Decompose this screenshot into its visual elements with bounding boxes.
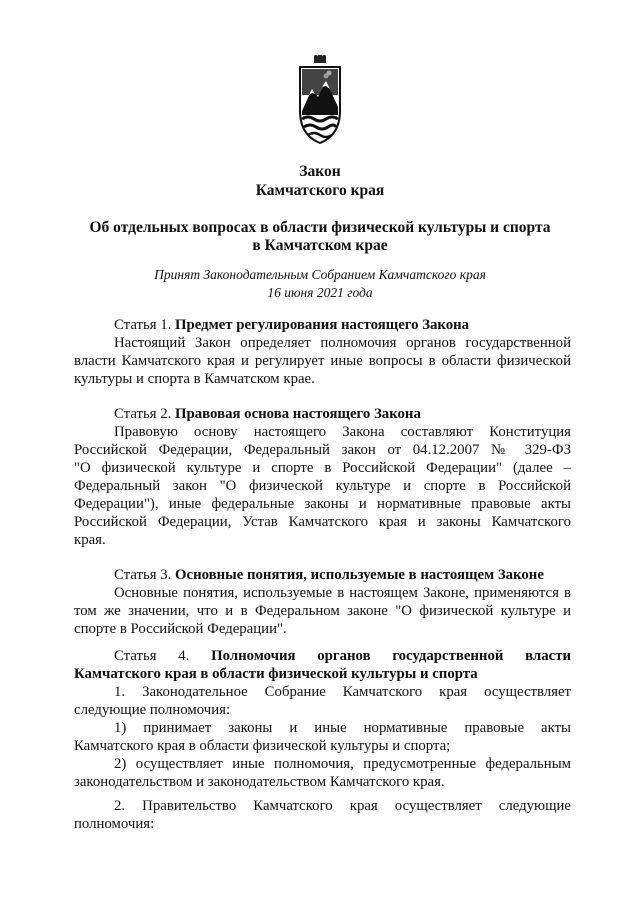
article-1-line: Настоящий Закон определяет полномочия органов государственной (114, 335, 571, 351)
article-1-title: Предмет регулирования настоящего Закона (175, 317, 470, 333)
article-2-line: края. (74, 532, 106, 548)
article-4-line: следующие полномочия: (74, 702, 231, 718)
article-4-line: 2) осуществляет иные полномочия, предусмотренные федеральным (114, 756, 571, 772)
law-subject-line-1: Об отдельных вопросах в области физической культуры и спорта (89, 219, 551, 236)
article-4-line: законодательством и законодательством Камчатского края. (74, 774, 445, 790)
article-3-line: спорте в Российской Федерации". (74, 621, 287, 637)
law-title: Закон (299, 163, 341, 180)
article-2-line: "О физической культуре и спорте в Российской Федерации" (далее – (74, 460, 571, 476)
article-4-title-word: государственной (392, 648, 504, 664)
article-4-line: полномочия: (74, 816, 155, 832)
article-1-line: власти Камчатского края и регулирует иные вопросы в области физической (74, 353, 571, 369)
article-4-title-word: власти (525, 648, 571, 664)
article-4-title-line-2: Камчатского края в области физической культуры и спорта (74, 666, 478, 682)
law-region: Камчатского края (255, 182, 385, 199)
article-4-line: Камчатского края в области физической культуры и спорта; (74, 738, 451, 754)
article-4-line: 1. Законодательное Собрание Камчатского края осуществляет (114, 684, 571, 700)
article-4-line: 2. Правительство Камчатского края осуществляет следующие (114, 798, 571, 814)
article-2-line: Правовую основу настоящего Закона составляют Конституция (114, 424, 571, 440)
article-2-line: Российской Федерации, Устав Камчатского края и законы Камчатского (74, 514, 571, 530)
article-3-line: Основные понятия, используемые в настоящем Законе, применяются в (114, 585, 571, 601)
article-3-heading (114, 566, 611, 584)
article-2-title: Правовая основа настоящего Закона (175, 406, 421, 422)
kamchatka-coat-of-arms-icon (296, 55, 344, 145)
article-4-label-num: 4. (178, 648, 190, 664)
adopted-by: Принят Законодательным Собранием Камчатского края (154, 267, 486, 282)
article-2-label: Статья 2. (114, 406, 176, 422)
article-1-label: Статья 1. (114, 317, 176, 333)
article-1-heading (114, 316, 611, 334)
adopted-date: 16 июня 2021 года (267, 285, 373, 300)
article-1-line: культуры и спорта в Камчатском крае. (74, 371, 315, 387)
article-4-title-word: органов (317, 648, 371, 664)
article-3-label: Статья 3. (114, 567, 176, 583)
article-3-line: том же значении, что и в Федеральном законе "О физической культуре и (74, 603, 571, 619)
article-2-line: Российской Федерации, Федеральный закон от 04.12.2007 № 329-ФЗ (74, 442, 571, 458)
article-3-title: Основные понятия, используемые в настоящем Законе (175, 567, 544, 583)
article-2-line: Федерации"), иные федеральные законы и нормативные правовые акты (74, 496, 571, 512)
article-2-line: Федеральный закон "О физической культуре и спорте в Российской (74, 478, 571, 494)
law-subject-line-2: в Камчатском крае (252, 237, 388, 254)
article-2-heading (114, 405, 611, 423)
article-4-label-word: Статья (114, 648, 157, 664)
article-4-heading (114, 647, 571, 665)
article-4-line: 1) принимает законы и иные нормативные правовые акты (114, 720, 571, 736)
article-4-title-word: Полномочия (211, 648, 296, 664)
